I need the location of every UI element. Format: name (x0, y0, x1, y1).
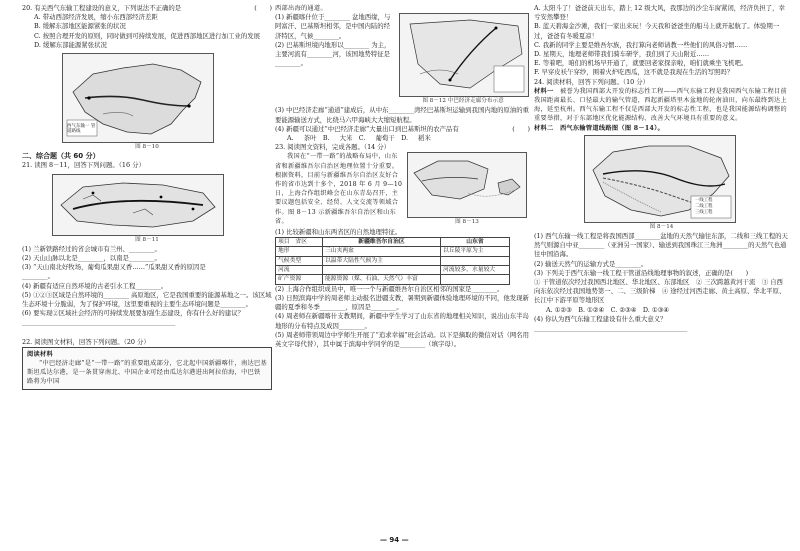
chat-option-f: F. 早穿皮袄午穿纱，围着火炉吃西瓜，这不就是我现在生活的写照吗？ (534, 68, 734, 77)
figure-8-12-wrap (399, 13, 529, 106)
table-cell: 矿产资源 (276, 275, 323, 284)
figure-8-14-legend (695, 198, 713, 216)
q22-passage-continued: 西部出海的通道。 (275, 5, 327, 12)
middle-column (275, 4, 530, 544)
q22-sub2: (2) 巴基斯坦境内地形以________ 为主，主要河流有________河，该国地势特征是________。 (275, 40, 391, 68)
q24-sub1: (1) 西气东输一线工程是将我国西部________盆地的天然气输往东部，二线和三线工程的天然气则源自中亚________（亚洲另一国家）、输送到我国珠江三角洲________的天然气也通往中国沿海。 (534, 232, 788, 259)
figure-8-12-map (399, 13, 529, 97)
q21-sub5: (5) ①②③区域是自然环境的________ 高原地区，它是我国重要的能源基地之一。该区域生态环境十分脆弱，为了保护环境，这里要重视的主要生态环境问题是________。 (22, 290, 272, 309)
q23-passage: 我国在“一带一路”的战略布局中，山东省和新疆维吾尔自治区地理位置十分重要。根据资料，目前与新疆维吾尔自治区友好合作的省市达到十多个，2018 年 6 月 9—10 日，上海合作组织峰会在山东青岛召开，主要议题包括安全、经贸、人文交流等领域合作。图 8－13 示新疆维吾尔自治区和山东省。 (275, 153, 403, 225)
chat-option-b: B. 蓝天碧海金沙滩，我们一家出来玩！今天我和爸爸坐的船马上就开起航了。体验期一过，爸爸有冬暖夏凉！ (534, 22, 780, 40)
q20-option-c: C. 按照合理开发的原则，同时做到可持续发展，促进西部地区进行加工业的发展 (34, 31, 261, 40)
q24-stem: 24. 阅读材料，回答下列问题。（10 分） (534, 77, 650, 86)
q20-option-a: A. 带动西部经济发展，缩小东西部经济差距 (34, 13, 158, 22)
table-cell: 能源资源（煤、石油、天然气）丰富 (323, 275, 441, 284)
q21-sub6: (6) 要实现②区域社会经济的可持续发展要加强生态建设，你有什么好的建议？ (22, 309, 244, 318)
table-cell: 河流 (276, 266, 323, 275)
table-cell: 三山夹两盆 (323, 247, 441, 256)
table-cell: 地形 (276, 247, 323, 256)
table-cell: 以丘陵平原为主 (440, 247, 509, 256)
page-number: — 94 — (380, 536, 409, 544)
chat-option-a: A. 太阳斗了！爸爸前天出车，踏上 12 级大风，我那边的沙尘车窗紧闭，经济负担了，幸亏安然攀登！ (534, 4, 785, 22)
q23-sub1: (1) 比较新疆和山东两省区的自然地理特征。 (275, 227, 402, 236)
q22-options: A. 茶叶 B. 大米 C. 葡萄干 D. 稻米 (287, 134, 431, 143)
left-column (22, 4, 272, 544)
q22-subs-with-figure (275, 13, 530, 106)
q21-stem: 21. 读图 8－11，回答下列问题。（16 分） (22, 161, 145, 170)
table-cell: 河流较多，水量较大 (440, 266, 509, 275)
q24-sub3-statements: ① 干管道依次经过我国西北地区、华北地区、东部地区 ② 三次跨越黄河干流 ③ 自西向东依次经过我国地势第一、二、三级阶梯 ④ 途经过河西走廊、黄土高原、华北平原、长江中下游平原等地形区 (534, 278, 786, 305)
table-header-row (276, 237, 510, 246)
passage-body: “中巴经济走廊”是“一带一路”的重要组成部分，它北起中国新疆喀什，南达巴基斯坦瓜达尔港，是一条贯穿南北、中国企业可经由瓜达尔港进出阿拉伯海，中巴铁路将为中国 (27, 360, 267, 386)
q20-option-b: B. 缓解东部地区能源紧张的状况 (34, 22, 126, 31)
q23-sub5: (5) 周老师带领周边中学师生开展了“追求幸福”班会活动。以下是摘取的微信对话（网名用英文字母代替），其中属于滨海中学同学的是________（填字母）。 (275, 330, 530, 349)
q24-material-2: 材料二 西气东输管道线路图（图 8－14）。 (534, 124, 664, 132)
figure-8-13-wrap (407, 152, 527, 227)
q23-sub2: (2) 上海合作组织成员中，唯一一个与新疆维吾尔自治区相邻的国家是________。 (275, 284, 504, 293)
table-header-cell: 项目 省区 (276, 237, 323, 246)
comparison-table (275, 237, 510, 285)
figure-8-14-caption: 图 8－14 (649, 223, 674, 230)
xinjiang-map-graphic (53, 175, 223, 235)
q22-stem: 22. 阅读图文材料，回答下列问题。（20 分） (22, 337, 150, 346)
q24-material-1: 材料一 被誉为我国西部大开发的标志性工程——西气东输工程是我国西气东输工程目前我国距离最长、口径最大的输气管道，西起新疆塔里木盆地的轮南油田，向东最终到达上海，延至杭州。西气东输工程不仅是西部大开发的标志性工程，也是我国能源结构调整的重要举措，对于东部地区优化能源结构、改善大气环境具有重要的意义。 (534, 87, 788, 123)
xinjiang-shandong-map (408, 153, 526, 217)
q24-sub4: (4) 你认为西气东输工程建设有什么重大意义？ (534, 314, 667, 323)
q23-sub4: (4) 周老师在新疆喀什支教期间，新疆中学生学习了山东省的地理相关知识，说出山东半岛地形的分布特点及成因________。 (275, 312, 529, 330)
table-row (276, 275, 510, 284)
q23-sub3: (3) 日照滨海中学的周老师主动报名进疆支教，暑期到新疆体验地理环境的不同，他发现新疆的夏季和冬季________，原因是________。 (275, 294, 529, 312)
figure-8-13-caption: 图 8－13 (455, 219, 479, 226)
figure-8-11-map (52, 174, 224, 236)
figure-8-11-caption: 图 8－11 (135, 236, 159, 243)
table-cell: 气候类型 (276, 256, 323, 265)
table-cell (440, 275, 509, 284)
table-row (276, 266, 510, 275)
table-header-cell: 山东省 (440, 237, 509, 246)
right-column (534, 4, 789, 544)
q21-sub6-blank: ________________________________________________ (22, 318, 176, 327)
q21-sub2: (2) 天山山脉以北是________，以南是________。 (22, 254, 161, 263)
table-cell (440, 256, 509, 265)
q22-subs-left (275, 13, 395, 106)
figure-8-10-map (62, 53, 214, 143)
figure-8-13-map (407, 152, 527, 218)
q22-sub1: (1) 新疆喀什位于________ 盆地西缘，与阿富汗、巴基斯坦相邻，是中国内陆的经济特区，气候________。 (275, 13, 391, 40)
q21-sub1: (1) 兰新铁路经过的省会城市有兰州、________。 (22, 244, 161, 253)
legend-item: 二线工程 (695, 203, 713, 209)
corridor-map-graphic (400, 14, 528, 96)
q24-sub3-options: A. ①②③ B. ①②④ C. ②③④ D. ①③④ (546, 305, 670, 314)
q22-sub4: (4) 新疆可以通过“中巴经济走廊”大量出口到巴基斯坦的农产品有 ( ) (275, 124, 530, 133)
chat-option-e: E. 等着吧，咱们的机场早开通了，就要回老家探亲啦，咱们就乘坐飞机吧。 (534, 59, 748, 68)
table-row (276, 256, 510, 265)
q22-sub3: (3) 中巴经济走廊“通道”建成后，从中东________湾经巴基斯坦运输到我国内地的原油的重要能源输送方式，比绕马六甲海峡大大缩短航程。 (275, 106, 530, 124)
q22-passage (22, 347, 272, 390)
figure-8-10-caption: 图 8－10 (135, 144, 159, 151)
chat-option-c: C. 我新的同学主要是维吾尔族，我打算向老师请教一些他们的风俗习惯…… (534, 40, 748, 49)
chat-option-d: D. 星期天，地理老师带我们骑车研学，我们到了天山附近…… (534, 50, 710, 59)
figure-8-14-map (584, 135, 736, 223)
q23-stem: 23. 阅读图文资料，完成各题。（14 分） (275, 143, 391, 152)
q23-passage-with-figure (275, 152, 530, 227)
q21-sub4: (4) 新疆有适应自然环境的古老引水工程________。 (22, 281, 168, 290)
q20-option-d: D. 缓解东部能源紧张状况 (34, 40, 107, 49)
q24-sub2: (2) 输送天然气的运输方式是________。 (534, 259, 648, 268)
table-cell (323, 266, 441, 275)
table-header-cell: 新疆维吾尔自治区 (323, 237, 441, 246)
q20-stem: 20. 有关西气东输工程建设的意义，下列说法不正确的是 ( ) (22, 4, 272, 12)
figure-8-12-caption: 图 8－12 中巴经济走廊分布示意 (422, 98, 504, 105)
q24-sub3: (3) 下列关于西气东输一线工程干管道沿线地理事物的叙述，正确的是( ) (534, 268, 749, 277)
table-cell: 以温带大陆性气候为主 (323, 256, 441, 265)
figure-8-10-legend: 西气东输一 管道路线 (67, 124, 96, 135)
q21-sub3-blank: ________。 (22, 272, 54, 281)
q21-sub3: (3) “天山南北好牧场，葡萄瓜果甜又香……”瓜果甜又香的原因是 (22, 263, 206, 272)
legend-item: 三线工程 (695, 209, 713, 215)
section-heading: 二、综合题（共 60 分） (22, 152, 100, 161)
q24-sub4-blank: ________________________________________________ (534, 324, 688, 333)
passage-title: 阅读材料 (27, 350, 53, 358)
legend-item: 一线工程 (695, 197, 713, 203)
table-row (276, 247, 510, 256)
